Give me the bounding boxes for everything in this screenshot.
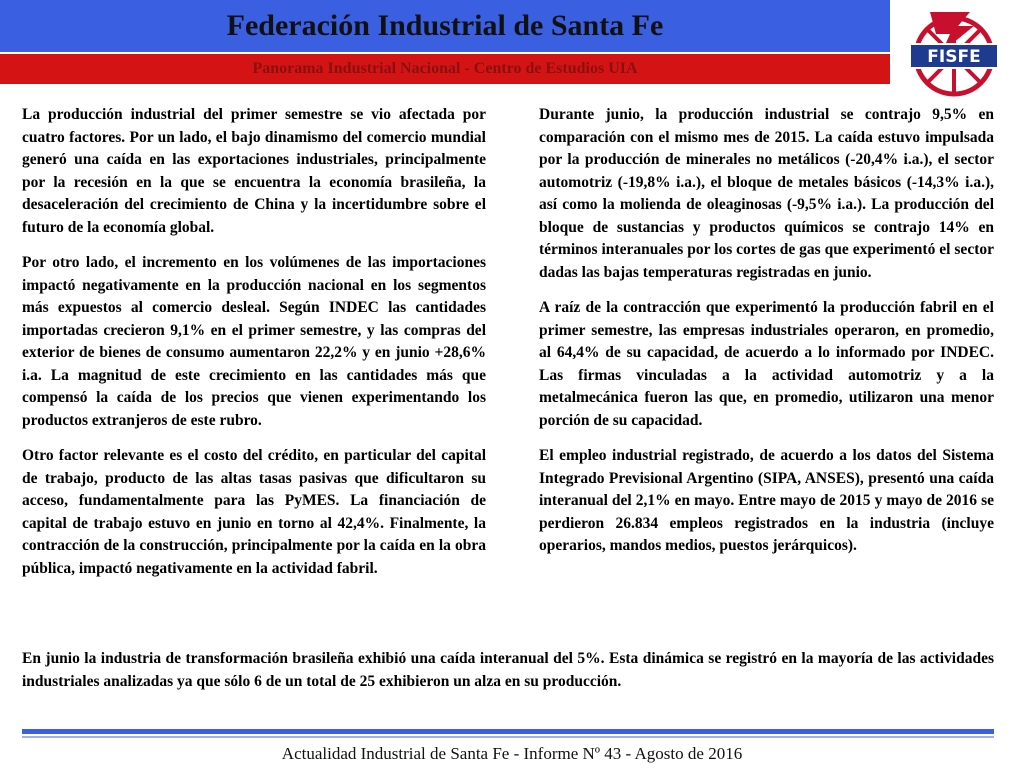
footer-text: Actualidad Industrial de Santa Fe - Informe Nº 43 - Agosto de 2016 xyxy=(281,744,743,763)
right-paragraph-1: Durante junio, la producción industrial se contrajo 9,5% en comparación con el mismo mes de 2015. La caída estuvo impulsada por la producción de minerales no metálicos (-20,4% i.a.), el sector automotriz (-19,8% i.a.), el bloque de metales básicos (-14,3% i.a.), así como la molienda de oleaginosas (-9,5% i.a.). La producción del bloque de sustancias y productos químicos se contrajo 14% en términos interanuales por los cortes de gas que experimentó el sector dadas las bajas temperaturas registradas en junio. xyxy=(539,106,994,281)
footer-divider xyxy=(22,729,994,734)
logo-text: FISFE xyxy=(927,47,981,67)
page-subtitle: Panorama Industrial Nacional - Centro de Estudios UIA xyxy=(252,60,638,77)
left-column xyxy=(22,104,486,593)
fisfe-logo-graphic xyxy=(900,4,1008,100)
bottom-paragraph: En junio la industria de transformación brasileña exhibió una caída interanual del 5%. Esta dinámica se registró en la mayoría de las actividades industriales analizadas ya que sólo 6 de un total de 25 exhibieron un alza en su producción. xyxy=(22,650,994,690)
left-paragraph-1: La producción industrial del primer semestre se vio afectada por cuatro factores. Por un lado, el bajo dinamismo del comercio mundial generó una caída en las exportaciones industriales, principalmente por la recesión en la que se encuentra la economía brasileña, la desaceleración del crecimiento de China y la incertidumbre sobre el futuro de la economía global. xyxy=(22,106,486,236)
right-column xyxy=(539,104,994,571)
right-paragraph-3: El empleo industrial registrado, de acuerdo a los datos del Sistema Integrado Previsional Argentino (SIPA, ANSES), presentó una caída interanual del 2,1% en mayo. Entre mayo de 2015 y mayo de 2016 se perdieron 26.834 empleos registrados en la industria (incluye operarios, mandos medios, puestos jerárquicos). xyxy=(539,447,994,554)
page-title: Federación Industrial de Santa Fe xyxy=(226,9,664,42)
fisfe-logo xyxy=(900,4,1008,100)
left-paragraph-2: Por otro lado, el incremento en los volúmenes de las importaciones impactó negativamente en la producción nacional en los segmentos más expuestos al comercio desleal. Según INDEC las cantidades importadas crecieron 9,1% en el primer semestre, y las compras del exterior de bienes de consumo aumentaron 22,2% y en junio +28,6% i.a. La magnitud de este crecimiento en las cantidades más que compensó la caída de los precios que vienen experimentando los productos extranjeros de este rubro. xyxy=(22,254,486,429)
left-paragraph-3: Otro factor relevante es el costo del crédito, en particular del capital de trabajo, producto de las altas tasas pasivas que dificultaron su acceso, fundamentalmente para las PyMES. La financiación de capital de trabajo estuvo en junio en torno al 42,4%. Finalmente, la contracción de la construcción, principalmente por la caída en la obra pública, impactó negativamente en la actividad fabril. xyxy=(22,447,486,577)
footer-divider-thin xyxy=(22,736,994,738)
right-paragraph-2: A raíz de la contracción que experimentó la producción fabril en el primer semestre, las empresas industriales operaron, en promedio, al 64,4% de su capacidad, de acuerdo a lo informado por INDEC. Las firmas vinculadas a la actividad automotriz y a la metalmecánica fueron las que, en promedio, utilizaron una menor porción de su capacidad. xyxy=(539,299,994,429)
